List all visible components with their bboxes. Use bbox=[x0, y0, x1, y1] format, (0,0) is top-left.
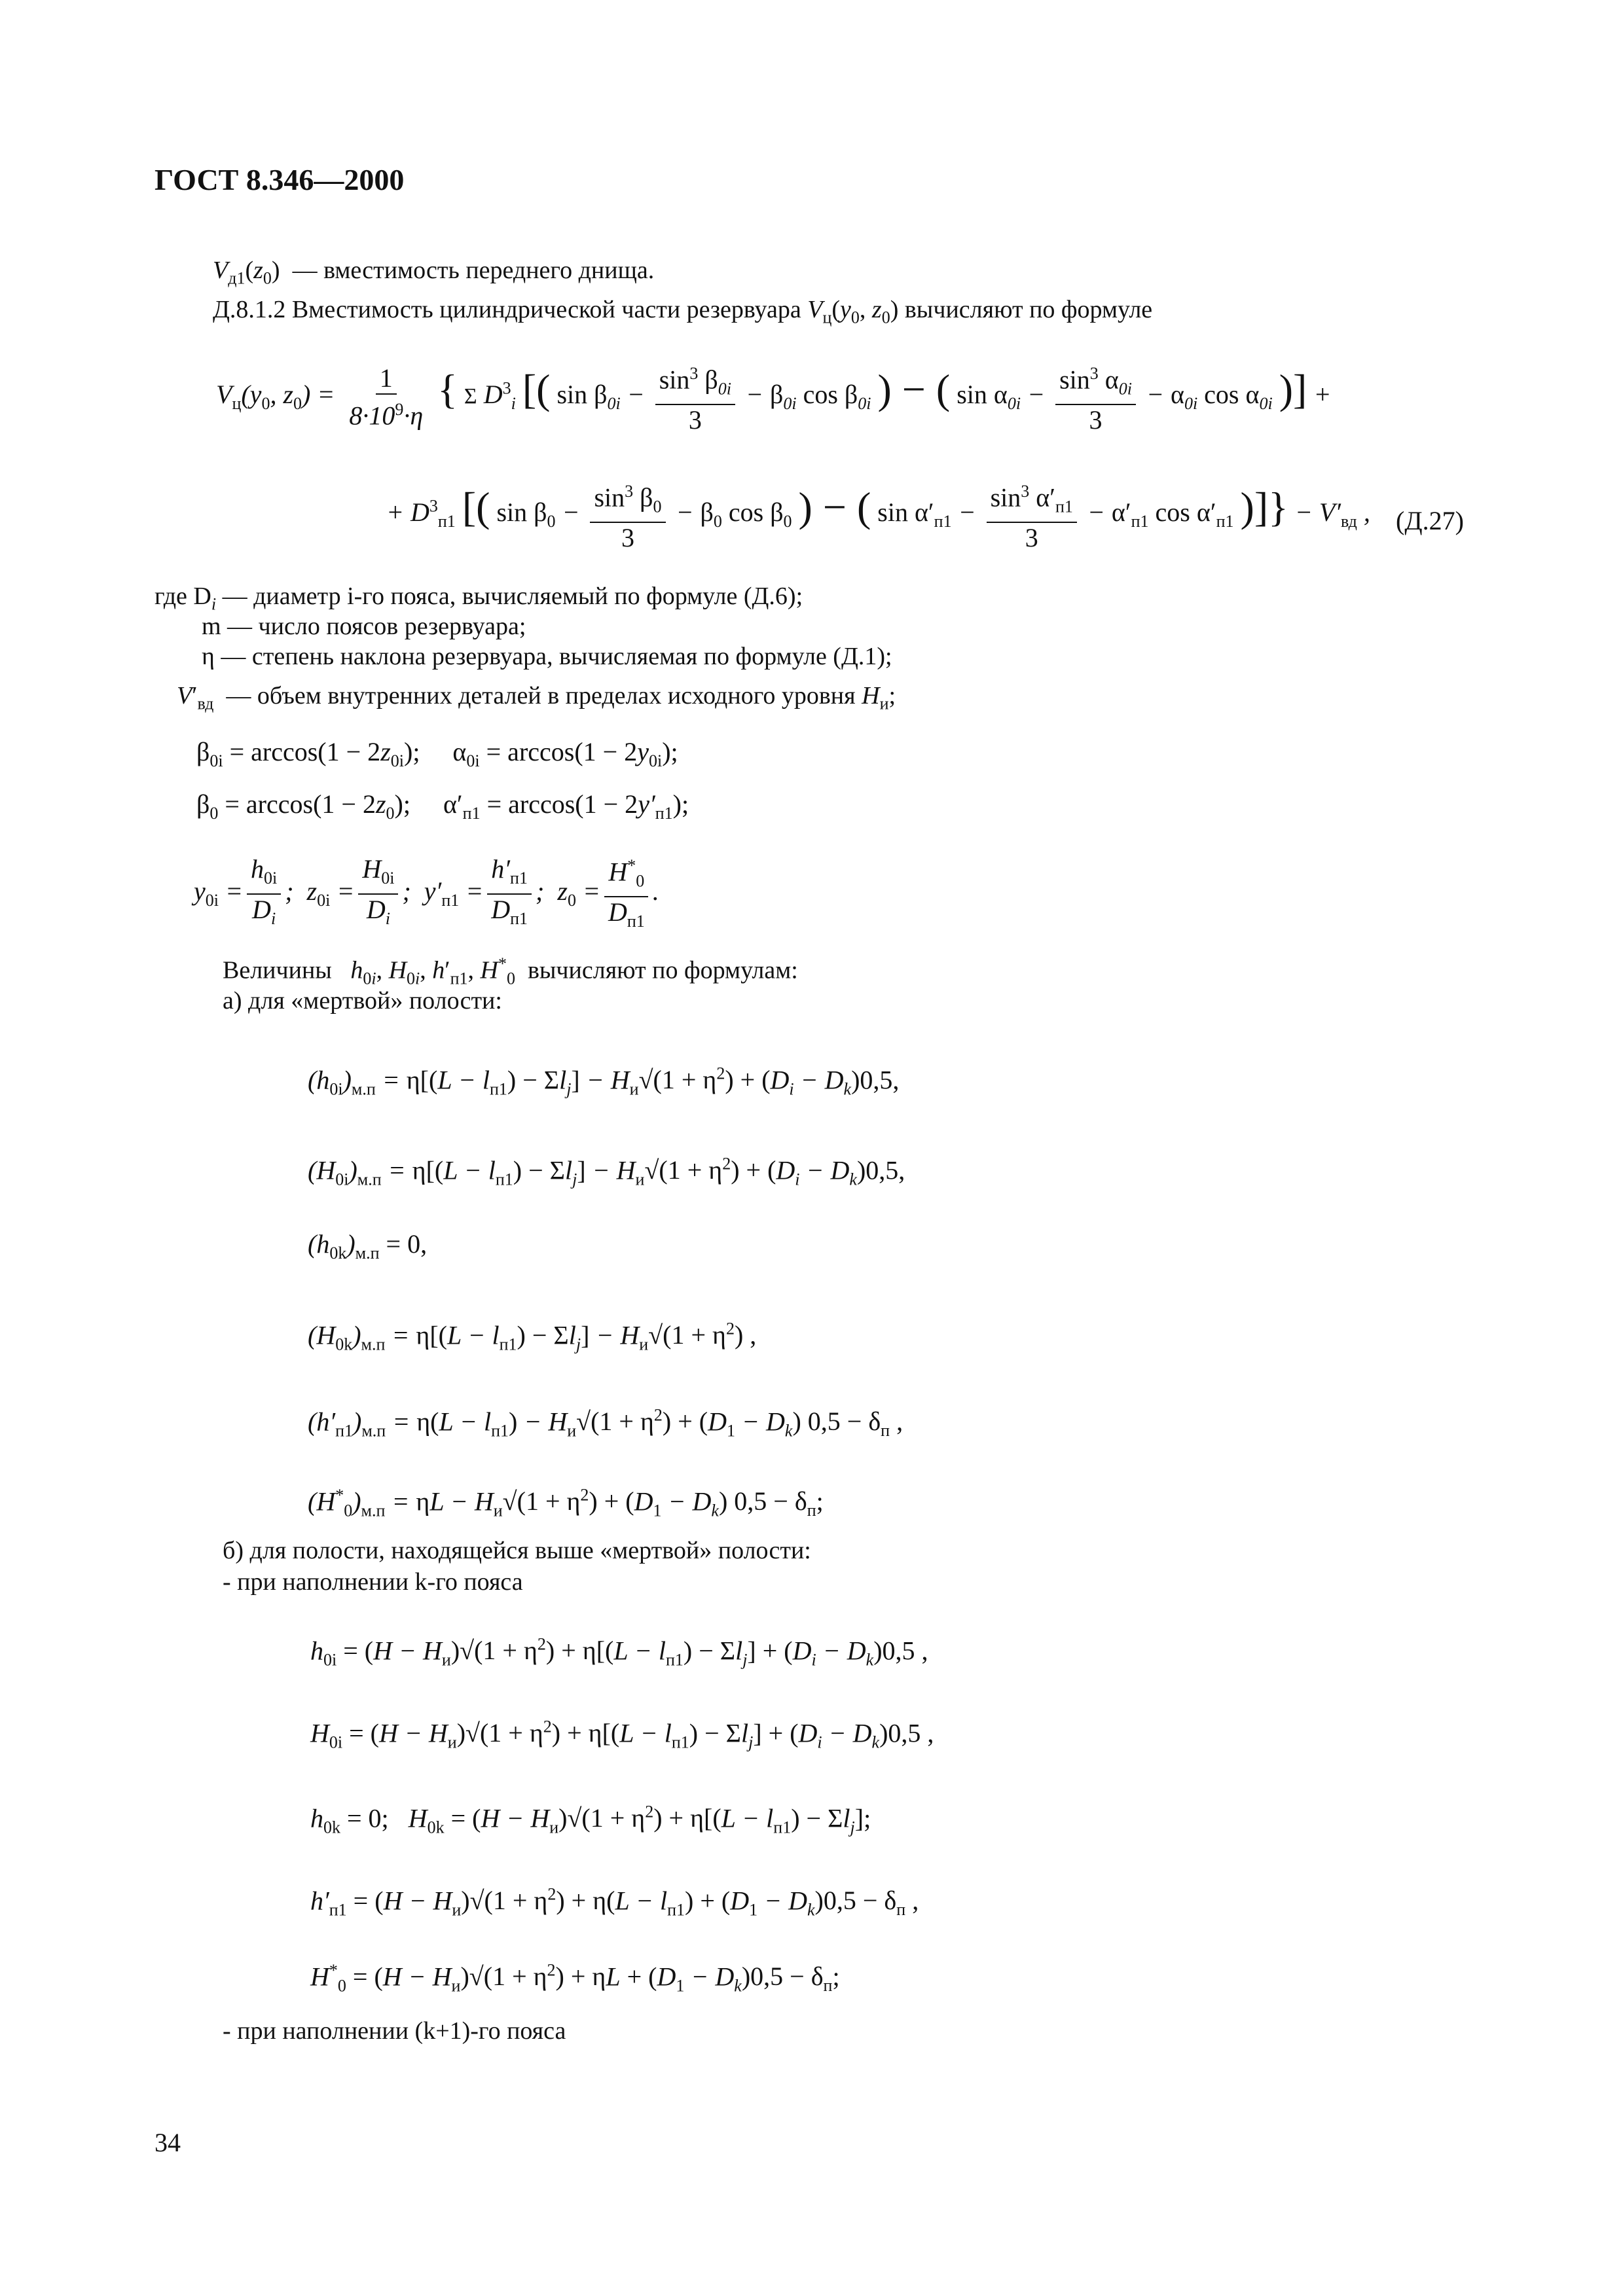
where-vvd: $V'_{вд}$ — объем внутренних деталей в пределах исходного уровня $H_и$; bbox=[177, 682, 896, 713]
def-ratios: $y_{0i}$ = $\frac{h_{0i}}{D_i}$ ; $z_{0i}$ = $\frac{H_{0i}}{D_i}$ ; $y'_{п1}$ = $\frac{h'_{п1}}{D_{п1}}$ ; $z_0$ = $\frac{H^*_0}{D_{п1}}$ . bbox=[194, 851, 659, 937]
def-beta0: $\beta_0 = \arccos(1 - 2z_0)$; $\alpha'_{п1} = \arccos(1 - 2y'_{п1})$; bbox=[196, 789, 689, 823]
para-d812-tail: вычисляют по формуле bbox=[904, 296, 1153, 323]
formula-b3: $h_{0k} = 0$; $H_{0k} = (H - H_и)√(1 + \eta^2) + \eta[(L - l_{п1}) - \Sigma l_j]$; bbox=[310, 1803, 871, 1837]
formula-b1: $h_{0i} = (H - H_и)√(1 + \eta^2) + \eta[(L - l_{п1}) - \Sigma l_j] + (D_i - D_k)0,5$ , bbox=[310, 1635, 928, 1670]
formula-b5: $H^*_0 = (H - H_и)√(1 + \eta^2) + \eta L + (D_1 - D_k)0,5 - \delta_п$; bbox=[310, 1961, 840, 1996]
case-a: а) для «мертвой» полости: bbox=[223, 987, 502, 1014]
where-vvd-text: — объем внутренних деталей в пределах исходного уровня bbox=[226, 682, 856, 709]
where-di-tail: — диаметр i-го пояса, вычисляемый по формуле (Д.6); bbox=[222, 583, 803, 610]
vd1-label: — вместимость переднего днища. bbox=[292, 257, 655, 284]
values-line: Величины $h_{0i}$, $H_{0i}$, $h'_{п1}$, $H^*_0$ вычисляют по формулам: bbox=[223, 954, 798, 988]
fill-k1: - при наполнении (k+1)-го пояса bbox=[223, 2017, 566, 2045]
formula-a4: $(H_{0k})_{м.п} = \eta[(L - l_{п1}) - \Sigma l_j] - H_и√(1 + \eta^2)$ , bbox=[308, 1319, 757, 1354]
values-word: Величины bbox=[223, 956, 332, 984]
vd1-line: $V_{д1}(z_0)$ — вместимость переднего днища. bbox=[213, 257, 655, 288]
case-b: б) для полости, находящейся выше «мертвой» полости: bbox=[223, 1537, 811, 1564]
formula-d27-line2: + $D^3_{п1}$ [( $\sin \beta_0$ − $\frac{\sin^3 \beta_0}{3}$ − $\beta_0$ $\cos \beta_0$ ) − ( $\sin \alpha'_{п1}$ − $\frac{\sin^3 \alpha'_{п1}}{3}$ − $\alpha'_{п1}$ $\cos \alpha'_{п1}$ )]} − $V'_{вд}$ , bbox=[386, 476, 1370, 553]
where-di-prefix: где D bbox=[155, 583, 211, 610]
equation-number: (Д.27) bbox=[1396, 506, 1464, 535]
values-tail: вычисляют по формулам: bbox=[527, 956, 798, 984]
where-eta: η — степень наклона резервуара, вычисляемая по формуле (Д.1); bbox=[202, 643, 892, 670]
page-number: 34 bbox=[155, 2128, 181, 2157]
doc-header: ГОСТ 8.346—2000 bbox=[155, 163, 405, 196]
where-di: где $D_i$ — диаметр i-го пояса, вычисляемый по формуле (Д.6); bbox=[155, 583, 803, 614]
formula-a1: $(h_{0i})_{м.п} = \eta[(L - l_{п1}) - \Sigma l_j] - H_и√(1 + \eta^2) + (D_i - D_k)0,5$, bbox=[308, 1064, 900, 1099]
formula-d27-line1: $V_ц(y_0$, $z_0$) = $\frac{1}{8\cdot 10^9\cdot\eta}$ { Σ $D^3_i$ [( $\sin \beta_{0i}$ − $\frac{\sin^3 \beta_{0i}}{3}$ − $\beta_{0i}$ $\cos \beta_{0i}$ ) − ( $\sin \alpha_{0i}$ − $\frac{\sin^3 \alpha_{0i}}{3}$ − $\alpha_{0i}$ $\cos \alpha_{0i}$ )] + bbox=[216, 359, 1331, 435]
formula-b2: $H_{0i} = (H - H_и)√(1 + \eta^2) + \eta[(L - l_{п1}) - \Sigma l_j] + (D_i - D_k)0,5$ , bbox=[310, 1717, 934, 1752]
formula-a2: $(H_{0i})_{м.п} = \eta[(L - l_{п1}) - \Sigma l_j] - H_и√(1 + \eta^2) + (D_i - D_k)0,5$, bbox=[308, 1155, 905, 1189]
formula-a5: $(h'_{п1})_{м.п} = \eta(L - l_{п1}) - H_и√(1 + \eta^2) + (D_1 - D_k) 0,5 - \delta_п$ , bbox=[308, 1406, 903, 1441]
para-d812: Д.8.1.2 Вместимость цилиндрической части резервуара $V_ц(y_0$, $z_0$) вычисляют по формуле bbox=[213, 296, 1153, 327]
where-m: m — число поясов резервуара; bbox=[202, 613, 526, 640]
formula-a3: $(h_{0k})_{м.п} = 0$, bbox=[308, 1229, 428, 1263]
def-beta0i: $\beta_{0i} = \arccos(1 - 2z_{0i})$; $\alpha_{0i} = \arccos(1 - 2y_{0i})$; bbox=[196, 737, 678, 770]
para-d812-text: Д.8.1.2 Вместимость цилиндрической части резервуара bbox=[213, 296, 801, 323]
formula-a6: $(H^*_0)_{м.п} = \eta L - H_и√(1 + \eta^2) + (D_1 - D_k) 0,5 - \delta_п$; bbox=[308, 1486, 824, 1520]
formula-b4: $h'_{п1} = (H - H_и)√(1 + \eta^2) + \eta(L - l_{п1}) + (D_1 - D_k)0,5 - \delta_п$ , bbox=[310, 1885, 919, 1920]
fill-k: - при наполнении k-го пояса bbox=[223, 1568, 523, 1596]
